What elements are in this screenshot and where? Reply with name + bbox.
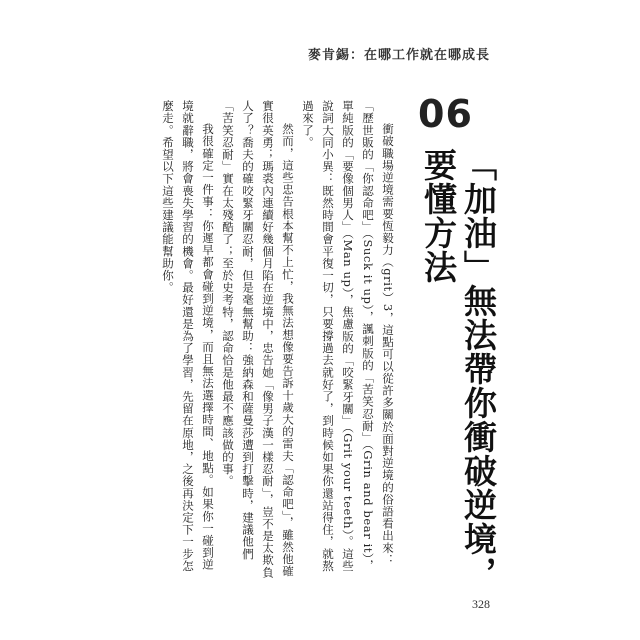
paragraph: 我很確定一件事：你遲早都會碰到逆境，而且無法選擇時間、地點。如果你一碰到逆境就辭職，將會喪失學習的機會。最好還是為了學習，先留在原地，之後再決定下一步怎麼走。希望以下這些建議能幫助你。 — [161, 100, 215, 572]
body-text — [158, 100, 398, 580]
paragraph: 然而，這些忠告根本幫不上忙，我無法想像要告訴十歲大的雷夫「認命吧」，雖然他確實很英勇；瑪裘內連續好幾個月陷在逆境中，忠告她「像男子漢一樣忍耐」，豈不是太欺負人了？喬夫的確咬緊牙關忍耐，但是毫無幫助：強納森和薩曼莎遭到打擊時，建議他們「苦笑忍耐」實在太殘酷了；至於史考特，認命恰是他最不應該做的事。 — [221, 100, 295, 579]
paragraph: 衝破職場逆境需要恆毅力（grit）3，這點可以從許多關於面對逆境的俗語看出來：「歷世販的「你認命吧」（Suck it up），諷刺版的「苦笑忍耐」（Grin and bear it），單純版的「要像個男人」（Man up），焦慮版的「咬緊牙關」（Grit your teeth）。這些說詞大同小異：既然時間會平復一切，只要撐過去就好了，到時候如果你還站得住，就熬過來了。 — [301, 100, 395, 572]
chapter-title: 「加油」無法帶你衝破逆境，要懂方法 — [419, 148, 498, 590]
chapter-number: 06 — [418, 92, 473, 136]
running-head: 麥肯錫：在哪工作就在哪成長 — [307, 48, 490, 63]
page-number: 328 — [472, 597, 490, 611]
